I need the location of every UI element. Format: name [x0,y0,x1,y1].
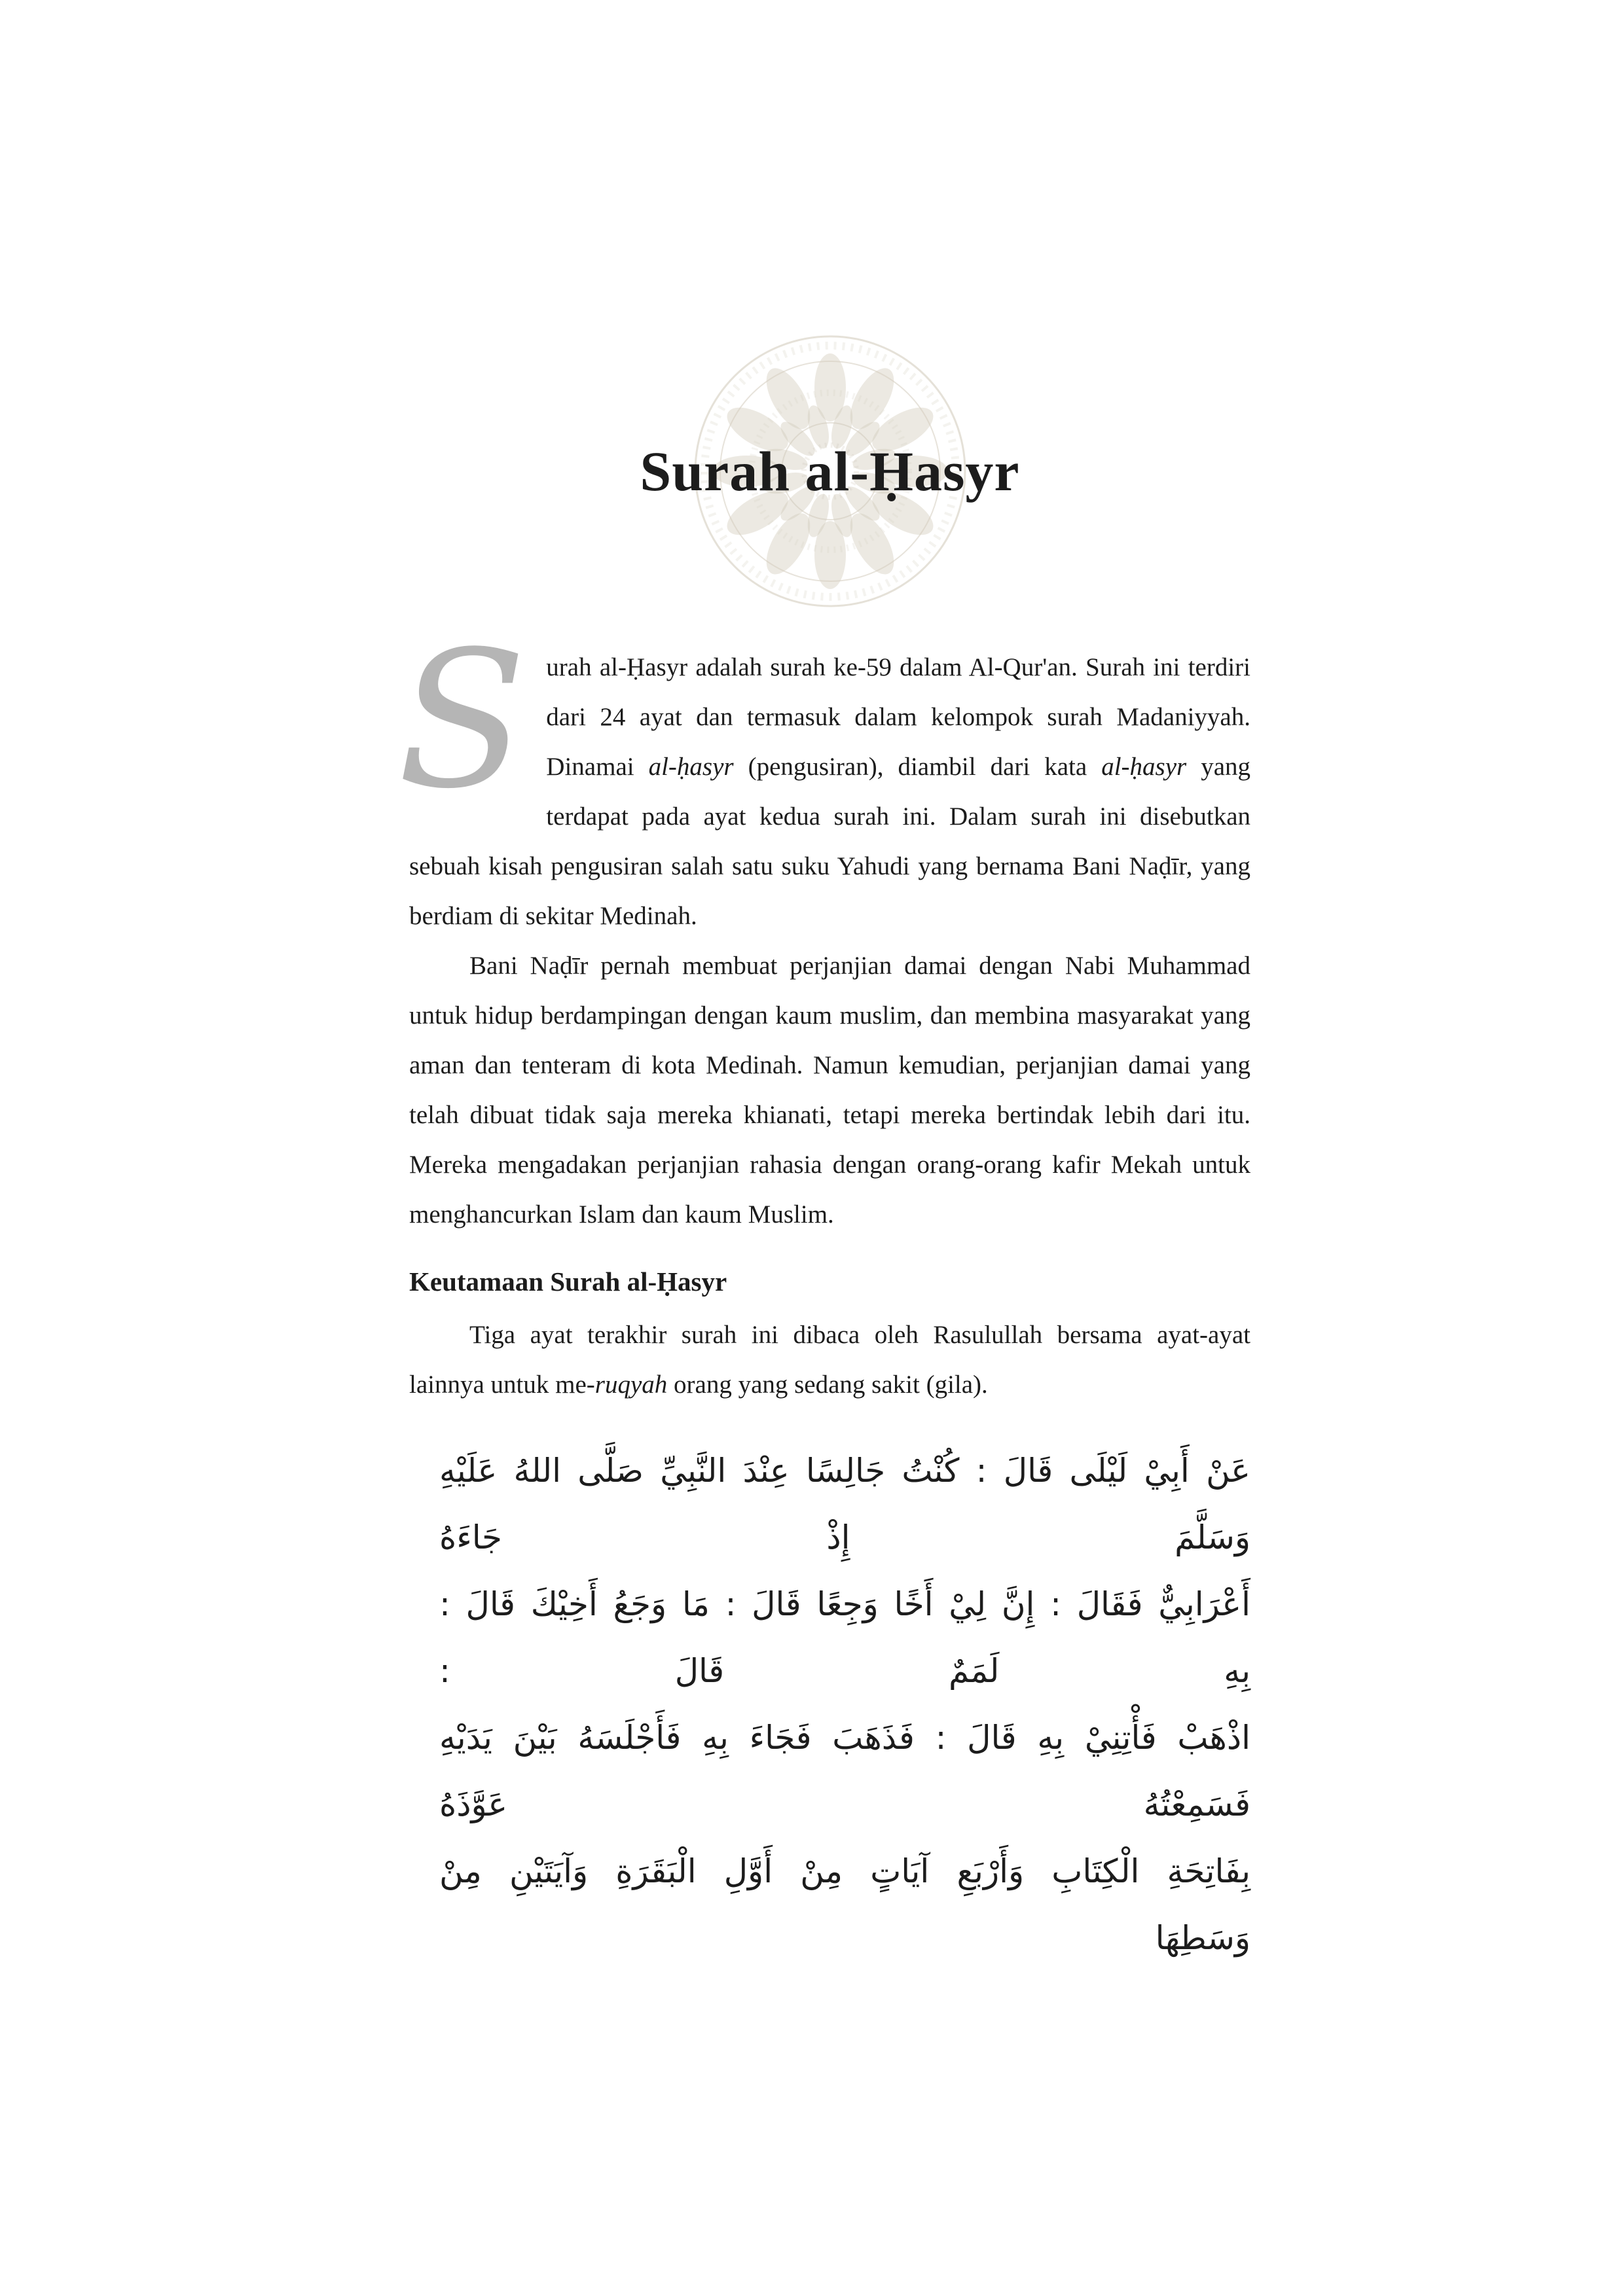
section-heading: Keutamaan Surah al-Ḥasyr [409,1266,727,1297]
page-content [397,327,1250,1971]
p1-text-1: urah al-Ḥasyr adalah surah ke-59 dalam Al-Qur'an. Surah ini terdiri dari 24 ayat dan termasuk dalam kelompok surah Madaniyyah. Dinamai [546,653,1250,781]
p1-text-2: (pengusiran), diambil dari kata [733,753,1102,781]
p3-text-1: Tiga ayat terakhir surah ini dibaca oleh Rasulullah bersama ayat-ayat lainnya untuk me- [409,1321,1250,1399]
arabic-hadith-line-2: أَعْرَابِيٌّ فَقَالَ : إِنَّ لِيْ أَخًا وَجِعًا قَالَ : مَا وَجَعُ أَخِيْكَ قَالَ : بِهِ لَمَمٌ قَالَ : [439,1585,1250,1690]
intro-paragraph-2: Bani Naḍīr pernah membuat perjanjian damai dengan Nabi Muhammad untuk hidup berdampingan dengan kaum muslim, dan membina masyarakat yang aman dan tenteram di kota Medinah. Namun kemudian, perjanjian damai yang telah dibuat tidak saja mereka khianati, tetapi mereka bertindak lebih dari itu. Mereka mengadakan perjanjian rahasia dengan orang-orang kafir Mekah untuk menghancurkan Islam dan kaum Muslim. [409,952,1250,1229]
body-text [397,611,1250,1971]
chapter-header [409,327,1250,615]
arabic-hadith-line-1: عَنْ أَبِيْ لَيْلَى قَالَ : كُنْتُ جَالِسًا عِنْدَ النَّبِيِّ صَلَّى اللهُ عَلَيْهِ وَسَلَّمَ إِذْ جَاءَهُ [439,1452,1250,1556]
p3-text-2: orang yang sedang sakit (gila). [667,1371,988,1399]
arabic-hadith-line-4: بِفَاتِحَةِ الْكِتَابِ وَأَرْبَعِ آيَاتٍ مِنْ أَوَّلِ الْبَقَرَةِ وَآيَتَيْنِ مِنْ وَسَطِهَا [439,1852,1250,1957]
arabic-hadith-block [439,1437,1250,1971]
dropcap-letter: S [397,611,527,830]
section-paragraph [409,1310,1250,1410]
p1-term-al-hasyr-2: al-ḥasyr [1101,753,1187,781]
p1-text-3: yang terdapat pada ayat kedua surah ini. Dalam surah ini disebutkan sebuah kisah pengusiran salah satu suku Yahudi yang bernama Bani Naḍīr, yang berdiam di sekitar Medinah. [409,753,1250,930]
page-title: Surah al-Ḥasyr [640,440,1020,503]
p3-term-ruqyah: ruqyah [594,1371,668,1399]
p1-term-al-hasyr-1: al-ḥasyr [648,753,734,781]
arabic-hadith-line-3: اذْهَبْ فَأْتِنِيْ بِهِ قَالَ : فَذَهَبَ فَجَاءَ بِهِ فَأَجْلَسَهُ بَيْنَ يَدَيْهِ فَسَمِعْتُهُ عَوَّذَهُ [439,1719,1250,1823]
intro-paragraph-1 [397,611,1250,941]
